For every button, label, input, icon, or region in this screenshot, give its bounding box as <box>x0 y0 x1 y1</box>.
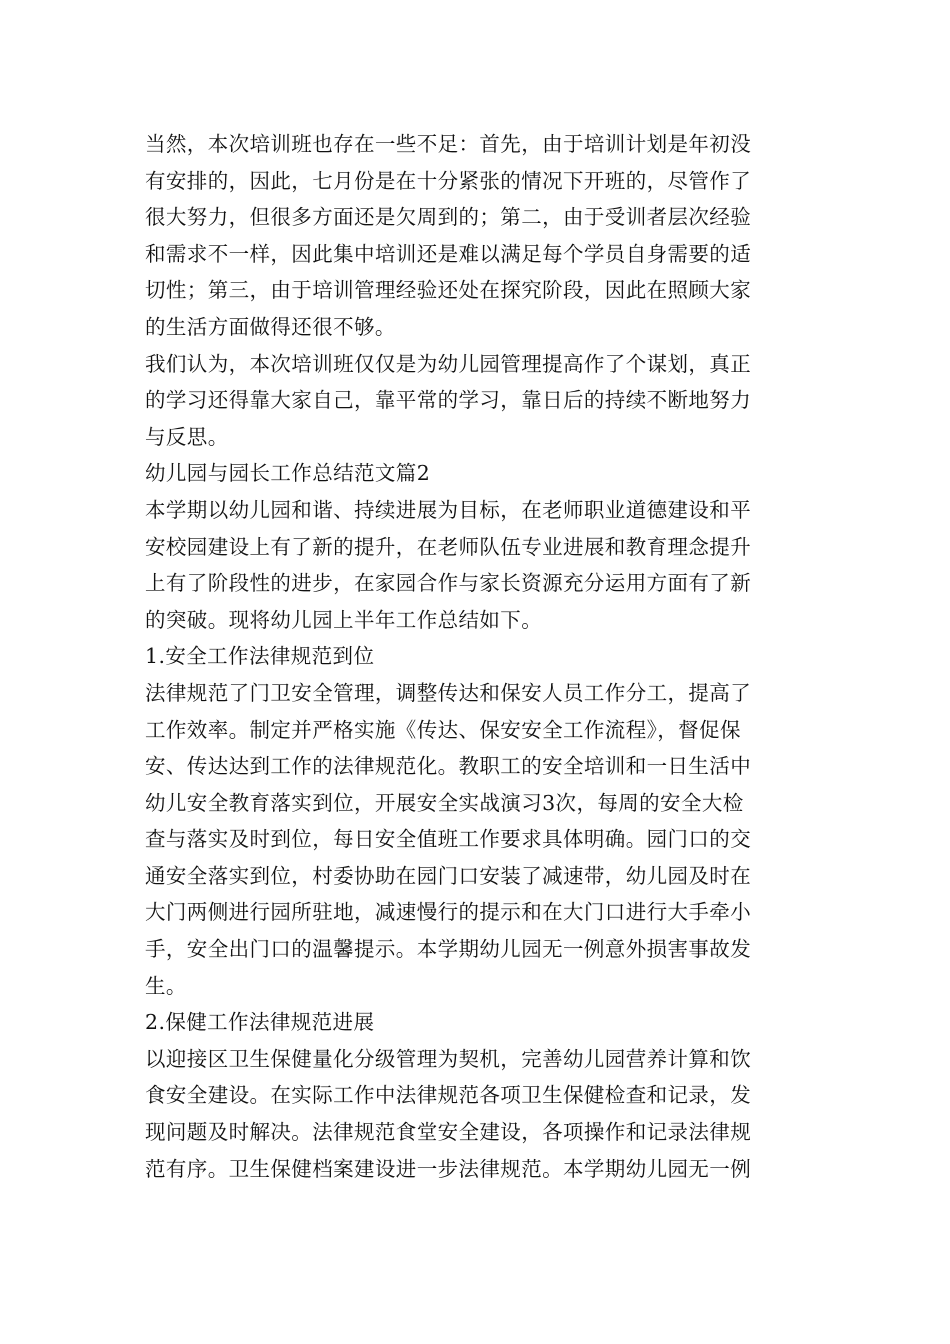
text-line: 以迎接区卫生保健量化分级管理为契机，完善幼儿园营养计算和饮 <box>145 1046 752 1071</box>
text-line: 法律规范了门卫安全管理，调整传达和保安人员工作分工，提高了 <box>145 680 752 705</box>
text-line: 安、传达达到工作的法律规范化。教职工的安全培训和一日生活中 <box>145 754 752 779</box>
text-line: 当然，本次培训班也存在一些不足：首先，由于培训计划是年初没 <box>145 132 752 156</box>
text-line: 食安全建设。在实际工作中法律规范各项卫生保健检查和记录，发 <box>145 1083 752 1108</box>
section-heading: 幼儿园与园长工作总结范文篇2 <box>145 461 431 486</box>
text-line: 工作效率。制定并严格实施《传达、保安安全工作流程》，督促保 <box>145 717 741 742</box>
text-line: 有安排的，因此，七月份是在十分紧张的情况下开班的，尽管作了 <box>145 168 752 193</box>
section-heading: 2.保健工作法律规范进展 <box>145 1010 375 1035</box>
section-heading: 1.安全工作法律规范到位 <box>145 644 375 669</box>
text-line: 本学期以幼儿园和谐、持续进展为目标，在老师职业道德建设和平 <box>145 497 752 522</box>
text-line: 查与落实及时到位，每日安全值班工作要求具体明确。园门口的交 <box>145 827 752 852</box>
document-page <box>145 126 807 1187</box>
text-line: 现问题及时解决。法律规范食堂安全建设，各项操作和记录法律规 <box>145 1120 752 1145</box>
text-line: 上有了阶段性的进步，在家园合作与家长资源充分运用方面有了新 <box>145 571 752 596</box>
text-line: 切性；第三，由于培训管理经验还处在探究阶段，因此在照顾大家 <box>145 278 752 303</box>
text-line: 手，安全出门口的温馨提示。本学期幼儿园无一例意外损害事故发 <box>145 937 752 962</box>
text-line: 范有序。卫生保健档案建设进一步法律规范。本学期幼儿园无一例 <box>145 1156 752 1181</box>
text-line: 幼儿安全教育落实到位，开展安全实战演习3次，每周的安全大检 <box>145 790 744 815</box>
text-line: 和需求不一样，因此集中培训还是难以满足每个学员自身需要的适 <box>145 241 752 266</box>
text-line: 的突破。现将幼儿园上半年工作总结如下。 <box>145 607 543 632</box>
text-line: 很大努力，但很多方面还是欠周到的；第二，由于受训者层次经验 <box>145 205 752 230</box>
text-line: 的生活方面做得还很不够。 <box>145 314 396 339</box>
text-line: 与反思。 <box>145 424 229 449</box>
text-line: 安校园建设上有了新的提升，在老师队伍专业进展和教育理念提升 <box>145 534 752 559</box>
text-line: 我们认为，本次培训班仅仅是为幼儿园管理提高作了个谋划，真正 <box>145 351 752 376</box>
text-line: 生。 <box>145 973 187 998</box>
text-line: 通安全落实到位，村委协助在园门口安装了减速带，幼儿园及时在 <box>145 863 752 888</box>
text-line: 的学习还得靠大家自己，靠平常的学习，靠日后的持续不断地努力 <box>145 388 752 413</box>
text-line: 大门两侧进行园所驻地，减速慢行的提示和在大门口进行大手牵小 <box>145 900 752 925</box>
